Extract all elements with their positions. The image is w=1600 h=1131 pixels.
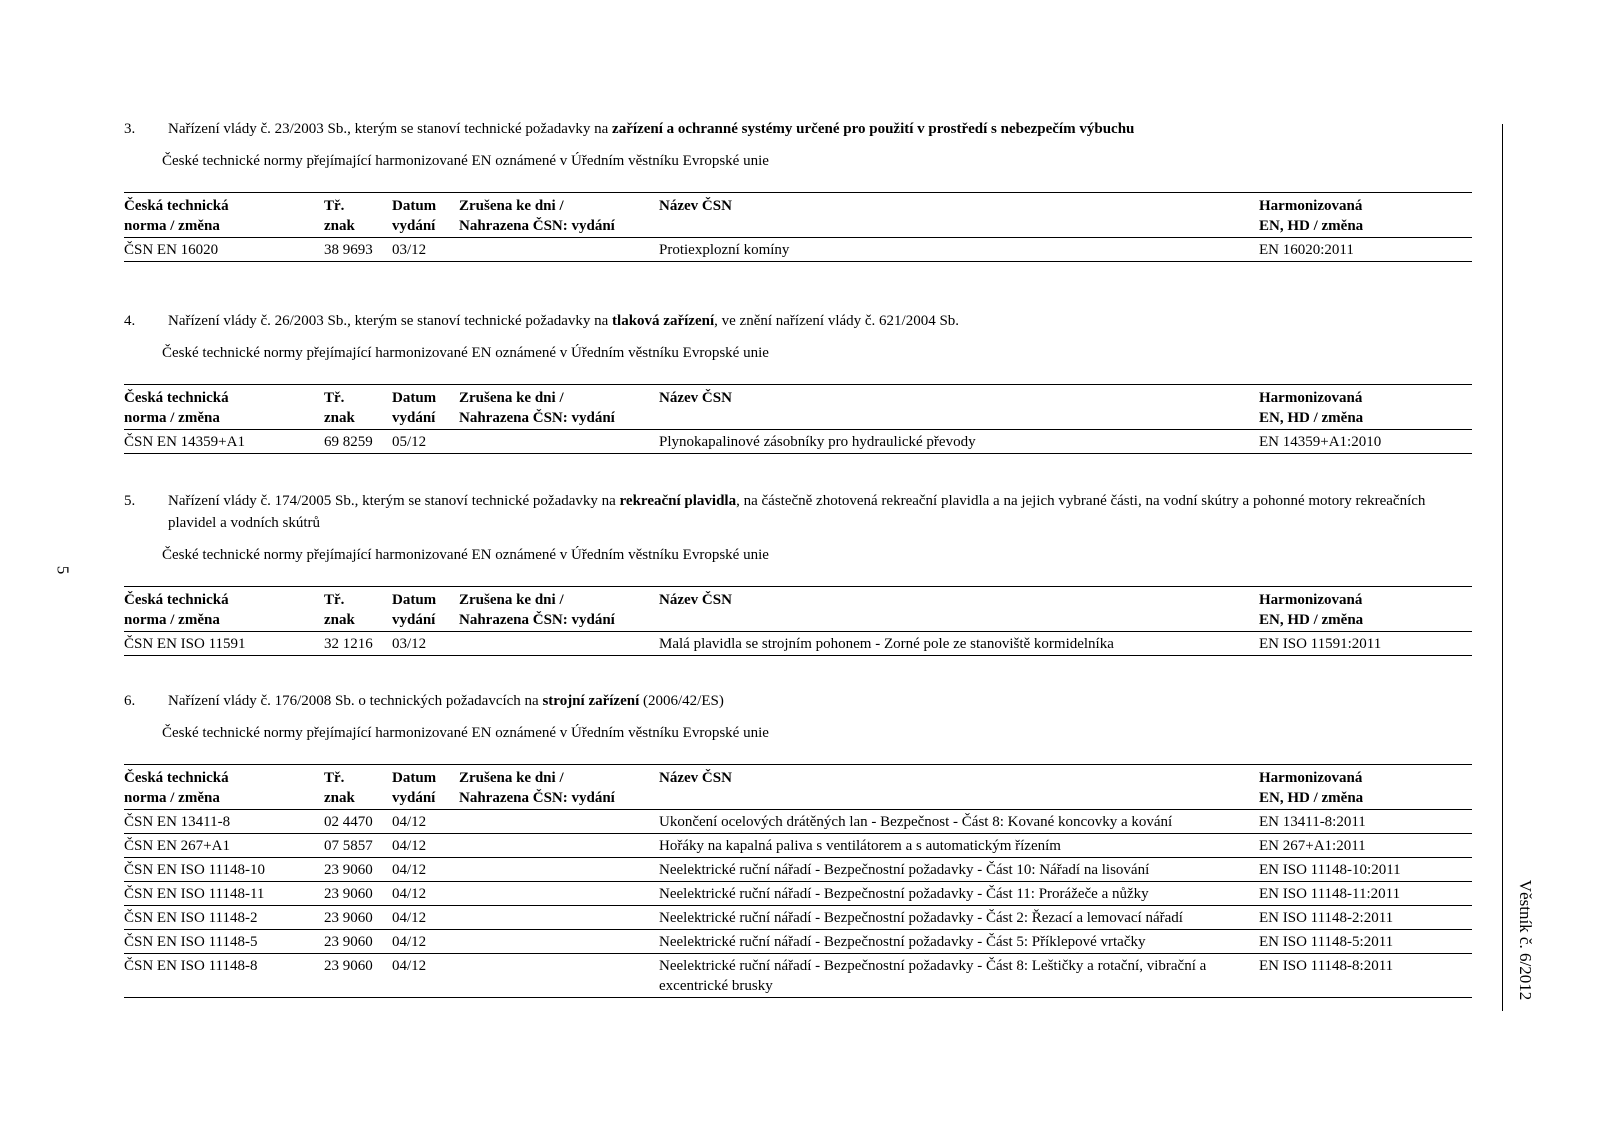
cell-nazev: Protiexplozní komíny <box>659 242 790 258</box>
header-harmonizovana <box>1259 765 1472 810</box>
section-heading <box>124 118 1472 140</box>
section-title <box>168 490 1472 534</box>
cell-nazev: Neelektrické ruční nářadí - Bezpečnostní požadavky - Část 2: Řezací a lemovací nářadí <box>659 910 1183 926</box>
header-zrusena <box>459 587 659 632</box>
header-csn-line2: norma / změna <box>124 612 220 628</box>
header-znak <box>324 587 392 632</box>
header-datum-line2: vydání <box>392 410 436 426</box>
cell-znak: 23 9060 <box>324 958 373 974</box>
header-harmonizovana <box>1259 193 1472 238</box>
cell-harmonized-en: EN 14359+A1:2010 <box>1259 434 1382 450</box>
header-znak-line1: Tř. <box>324 770 345 786</box>
section-number: 4. <box>124 313 136 329</box>
header-znak-line1: Tř. <box>324 390 345 406</box>
section-title-bold: rekreační plavidla <box>619 493 737 509</box>
cell-harmonized-en: EN 13411-8:2011 <box>1259 814 1366 830</box>
header-harmonizovana <box>1259 587 1472 632</box>
header-csn-line2: norma / změna <box>124 790 220 806</box>
section-title <box>168 310 1472 332</box>
header-csn-line2: norma / změna <box>124 218 220 234</box>
header-datum <box>392 765 459 810</box>
header-csn <box>124 587 324 632</box>
header-znak-line2: znak <box>324 612 355 628</box>
header-znak-line1: Tř. <box>324 592 345 608</box>
header-nazev-line1: Název ČSN <box>659 770 732 786</box>
header-harmonizovana-line2: EN, HD / změna <box>1259 612 1364 628</box>
header-nazev-line1: Název ČSN <box>659 198 732 214</box>
section-title-text-after: , na částečně zhotovená rekreační plavidla a na jejich vybrané části, na vodní skútry a pohonné motory rekreačních plavidel a vodních skútrů <box>168 493 1426 531</box>
cell-norma: ČSN EN ISO 11148-11 <box>124 886 265 902</box>
table-row <box>124 954 1472 998</box>
header-znak-line2: znak <box>324 790 355 806</box>
cell-norma: ČSN EN ISO 11148-5 <box>124 934 258 950</box>
norms-table <box>124 586 1472 656</box>
header-harmonizovana-line1: Harmonizovaná <box>1259 770 1363 786</box>
header-zrusena-line2: Nahrazena ČSN: vydání <box>459 218 615 234</box>
header-nazev-line1: Název ČSN <box>659 390 732 406</box>
header-harmonizovana-line2: EN, HD / změna <box>1259 790 1364 806</box>
cell-znak: 38 9693 <box>324 242 373 258</box>
journal-footer: Věstník č. 6/2012 <box>1516 879 1535 1001</box>
header-datum-line2: vydání <box>392 790 436 806</box>
table-row <box>124 632 1472 656</box>
header-znak-line1: Tř. <box>324 198 345 214</box>
cell-datum: 03/12 <box>392 242 427 258</box>
cell-harmonized-en: EN ISO 11148-8:2011 <box>1259 958 1394 974</box>
section-title-bold: zařízení a ochranné systémy určené pro použití v prostředí s nebezpečím výbuchu <box>612 121 1135 137</box>
header-datum-line1: Datum <box>392 592 437 608</box>
header-csn <box>124 765 324 810</box>
section-heading <box>124 490 1472 534</box>
cell-zrusena <box>459 238 659 262</box>
section-title-text: Nařízení vlády č. 23/2003 Sb., kterým se stanoví technické požadavky na <box>168 121 613 137</box>
table-row <box>124 834 1472 858</box>
header-datum-line1: Datum <box>392 770 437 786</box>
cell-znak: 23 9060 <box>324 910 373 926</box>
cell-nazev: Neelektrické ruční nářadí - Bezpečnostní požadavky - Část 8: Leštičky a rotační, vibrační a excentrické brusky <box>659 958 1207 994</box>
section-title-text-after: (2006/42/ES) <box>639 693 724 709</box>
table-row <box>124 906 1472 930</box>
header-znak-line2: znak <box>324 218 355 234</box>
header-zrusena-line2: Nahrazena ČSN: vydání <box>459 612 615 628</box>
cell-nazev: Plynokapalinové zásobníky pro hydraulické převody <box>659 434 976 450</box>
cell-datum: 04/12 <box>392 814 427 830</box>
header-zrusena <box>459 385 659 430</box>
header-nazev-line1: Název ČSN <box>659 592 732 608</box>
cell-harmonized-en: EN 16020:2011 <box>1259 242 1354 258</box>
header-zrusena-line2: Nahrazena ČSN: vydání <box>459 790 615 806</box>
section-title-bold: tlaková zařízení <box>612 313 715 329</box>
header-datum <box>392 385 459 430</box>
section-title <box>168 690 1472 712</box>
cell-zrusena <box>459 858 659 882</box>
cell-znak: 07 5857 <box>324 838 373 854</box>
header-datum-line1: Datum <box>392 198 437 214</box>
table-row <box>124 430 1472 454</box>
section-4 <box>124 690 1472 998</box>
header-zrusena-line2: Nahrazena ČSN: vydání <box>459 410 615 426</box>
header-znak-line2: znak <box>324 410 355 426</box>
header-zrusena-line1: Zrušena ke dni / <box>459 592 564 608</box>
section-title-text-after: , ve znění nařízení vlády č. 621/2004 Sb. <box>714 313 960 329</box>
section-title-bold: strojní zařízení <box>542 693 640 709</box>
header-znak <box>324 193 392 238</box>
header-nazev <box>659 385 1259 430</box>
header-harmonizovana-line1: Harmonizovaná <box>1259 198 1363 214</box>
cell-datum: 04/12 <box>392 910 427 926</box>
cell-znak: 69 8259 <box>324 434 373 450</box>
table-row <box>124 810 1472 834</box>
cell-zrusena <box>459 882 659 906</box>
norms-table <box>124 384 1472 454</box>
section-heading <box>124 690 1472 712</box>
cell-zrusena <box>459 906 659 930</box>
cell-znak: 23 9060 <box>324 934 373 950</box>
cell-datum: 04/12 <box>392 934 427 950</box>
cell-datum: 04/12 <box>392 838 427 854</box>
table-header-row <box>124 765 1472 810</box>
cell-znak: 23 9060 <box>324 862 373 878</box>
header-harmonizovana-line1: Harmonizovaná <box>1259 592 1363 608</box>
header-datum-line1: Datum <box>392 390 437 406</box>
cell-nazev: Neelektrické ruční nářadí - Bezpečnostní požadavky - Část 10: Nářadí na lisování <box>659 862 1150 878</box>
table-row <box>124 930 1472 954</box>
cell-norma: ČSN EN ISO 11591 <box>124 636 246 652</box>
header-csn-line1: Česká technická <box>124 198 229 214</box>
section-subtitle: České technické normy přejímající harmonizované EN oznámené v Úředním věstníku Evropské unie <box>162 725 769 741</box>
cell-znak: 23 9060 <box>324 886 373 902</box>
cell-harmonized-en: EN 267+A1:2011 <box>1259 838 1366 854</box>
cell-harmonized-en: EN ISO 11148-5:2011 <box>1259 934 1394 950</box>
cell-harmonized-en: EN ISO 11148-10:2011 <box>1259 862 1401 878</box>
header-zrusena-line1: Zrušena ke dni / <box>459 770 564 786</box>
header-nazev <box>659 193 1259 238</box>
header-zrusena-line1: Zrušena ke dni / <box>459 390 564 406</box>
section-subtitle: České technické normy přejímající harmonizované EN oznámené v Úředním věstníku Evropské unie <box>162 345 769 361</box>
table-row <box>124 858 1472 882</box>
table-row <box>124 882 1472 906</box>
cell-zrusena <box>459 810 659 834</box>
cell-datum: 04/12 <box>392 862 427 878</box>
section-number: 6. <box>124 693 136 709</box>
header-znak <box>324 385 392 430</box>
section-title-text: Nařízení vlády č. 174/2005 Sb., kterým se stanoví technické požadavky na <box>168 493 620 509</box>
cell-zrusena <box>459 834 659 858</box>
header-zrusena <box>459 193 659 238</box>
cell-zrusena <box>459 954 659 998</box>
header-zrusena <box>459 765 659 810</box>
header-harmonizovana-line1: Harmonizovaná <box>1259 390 1363 406</box>
cell-norma: ČSN EN ISO 11148-10 <box>124 862 265 878</box>
cell-harmonized-en: EN ISO 11148-11:2011 <box>1259 886 1401 902</box>
cell-nazev: Hořáky na kapalná paliva s ventilátorem a s automatickým řízením <box>659 838 1061 854</box>
cell-nazev: Neelektrické ruční nářadí - Bezpečnostní požadavky - Část 11: Prorážeče a nůžky <box>659 886 1149 902</box>
cell-zrusena <box>459 430 659 454</box>
header-datum-line2: vydání <box>392 612 436 628</box>
section-number: 5. <box>124 493 136 509</box>
cell-nazev: Ukončení ocelových drátěných lan - Bezpečnost - Část 8: Kované koncovky a kování <box>659 814 1173 830</box>
header-nazev <box>659 587 1259 632</box>
section-title-text: Nařízení vlády č. 26/2003 Sb., kterým se stanoví technické požadavky na <box>168 313 613 329</box>
cell-datum: 05/12 <box>392 434 427 450</box>
cell-znak: 02 4470 <box>324 814 373 830</box>
cell-datum: 04/12 <box>392 958 427 974</box>
header-csn <box>124 385 324 430</box>
cell-zrusena <box>459 632 659 656</box>
norms-table <box>124 192 1472 262</box>
header-datum <box>392 587 459 632</box>
section-3 <box>124 490 1472 656</box>
header-datum-line2: vydání <box>392 218 436 234</box>
section-heading <box>124 310 1472 332</box>
cell-znak: 32 1216 <box>324 636 373 652</box>
cell-norma: ČSN EN 14359+A1 <box>124 434 245 450</box>
header-csn-line1: Česká technická <box>124 770 229 786</box>
header-datum <box>392 193 459 238</box>
section-2 <box>124 310 1472 454</box>
cell-harmonized-en: EN ISO 11148-2:2011 <box>1259 910 1394 926</box>
table-header-row <box>124 587 1472 632</box>
cell-harmonized-en: EN ISO 11591:2011 <box>1259 636 1382 652</box>
cell-zrusena <box>459 930 659 954</box>
cell-nazev: Malá plavidla se strojním pohonem - Zorné pole ze stanoviště kormidelníka <box>659 636 1114 652</box>
section-subtitle: České technické normy přejímající harmonizované EN oznámené v Úředním věstníku Evropské unie <box>162 153 769 169</box>
page-number: 5 <box>53 565 73 575</box>
table-header-row <box>124 385 1472 430</box>
norms-table <box>124 764 1472 998</box>
header-zrusena-line1: Zrušena ke dni / <box>459 198 564 214</box>
cell-nazev: Neelektrické ruční nářadí - Bezpečnostní požadavky - Část 5: Příklepové vrtačky <box>659 934 1146 950</box>
section-title <box>168 118 1472 140</box>
header-csn-line1: Česká technická <box>124 390 229 406</box>
header-harmonizovana-line2: EN, HD / změna <box>1259 410 1364 426</box>
cell-norma: ČSN EN ISO 11148-2 <box>124 910 258 926</box>
header-csn-line2: norma / změna <box>124 410 220 426</box>
header-nazev <box>659 765 1259 810</box>
vertical-rule <box>1502 124 1503 1011</box>
table-row <box>124 238 1472 262</box>
table-header-row <box>124 193 1472 238</box>
header-csn-line1: Česká technická <box>124 592 229 608</box>
header-harmonizovana <box>1259 385 1472 430</box>
cell-norma: ČSN EN 13411-8 <box>124 814 231 830</box>
section-title-text: Nařízení vlády č. 176/2008 Sb. o technických požadavcích na <box>168 693 543 709</box>
section-number: 3. <box>124 121 136 137</box>
header-harmonizovana-line2: EN, HD / změna <box>1259 218 1364 234</box>
section-1 <box>124 118 1472 262</box>
cell-datum: 04/12 <box>392 886 427 902</box>
cell-norma: ČSN EN ISO 11148-8 <box>124 958 258 974</box>
header-znak <box>324 765 392 810</box>
cell-datum: 03/12 <box>392 636 427 652</box>
section-subtitle: České technické normy přejímající harmonizované EN oznámené v Úředním věstníku Evropské unie <box>162 547 769 563</box>
cell-norma: ČSN EN 267+A1 <box>124 838 230 854</box>
header-csn <box>124 193 324 238</box>
cell-norma: ČSN EN 16020 <box>124 242 219 258</box>
